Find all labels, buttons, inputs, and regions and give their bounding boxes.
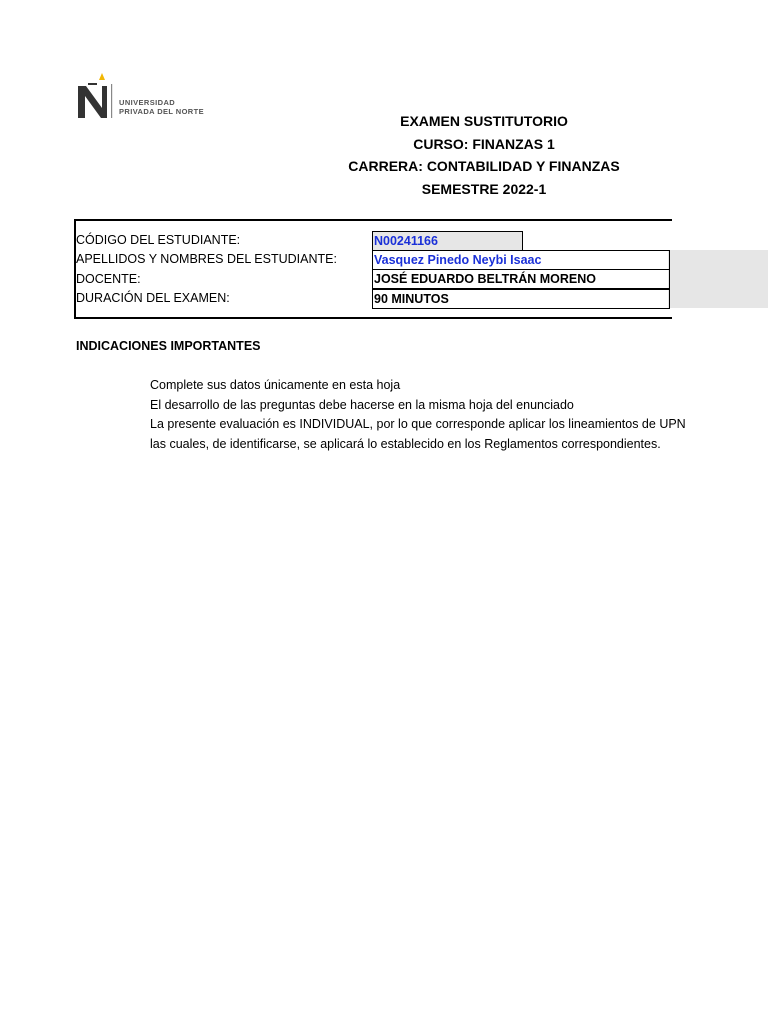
university-logo — [76, 70, 226, 122]
duration-field: 90 MINUTOS — [372, 289, 670, 309]
course-name: CURSO: FINANZAS 1 — [413, 135, 555, 152]
logo-line-2: PRIVADA DEL NORTE — [119, 106, 205, 116]
student-code-label: CÓDIGO DEL ESTUDIANTE: — [76, 233, 241, 247]
teacher-label: DOCENTE: — [76, 272, 141, 286]
instruction-line-1: Complete sus datos únicamente en esta hoja — [150, 378, 401, 392]
exam-title: EXAMEN SUSTITUTORIO — [400, 113, 568, 129]
student-name-field[interactable]: Vasquez Pinedo Neybi Isaac — [372, 250, 670, 270]
exam-header — [300, 110, 668, 200]
instruction-line-2: El desarrollo de las preguntas debe hacerse en la misma hoja del enunciado — [150, 398, 574, 412]
student-name-label: APELLIDOS Y NOMBRES DEL ESTUDIANTE: — [76, 252, 337, 266]
instruction-line-3: La presente evaluación es INDIVIDUAL, por lo que corresponde aplicar los lineamientos de UPN — [150, 417, 686, 431]
career-name: CARRERA: CONTABILIDAD Y FINANZAS — [348, 158, 620, 174]
duration-label: DURACIÓN DEL EXAMEN: — [76, 291, 230, 305]
semester: SEMESTRE 2022-1 — [421, 180, 547, 197]
logo-line-1: UNIVERSIDAD — [119, 98, 176, 107]
student-code-field[interactable]: N00241166 — [372, 231, 523, 251]
teacher-field: JOSÉ EDUARDO BELTRÁN MORENO — [372, 269, 670, 289]
upn-n-icon — [76, 70, 116, 122]
gray-band — [668, 250, 768, 308]
instructions-title: INDICACIONES IMPORTANTES — [76, 339, 261, 353]
instruction-line-4: las cuales, de identificarse, se aplicará lo establecido en los Reglamentos correspondientes. — [150, 437, 661, 451]
logo-text — [119, 99, 204, 116]
